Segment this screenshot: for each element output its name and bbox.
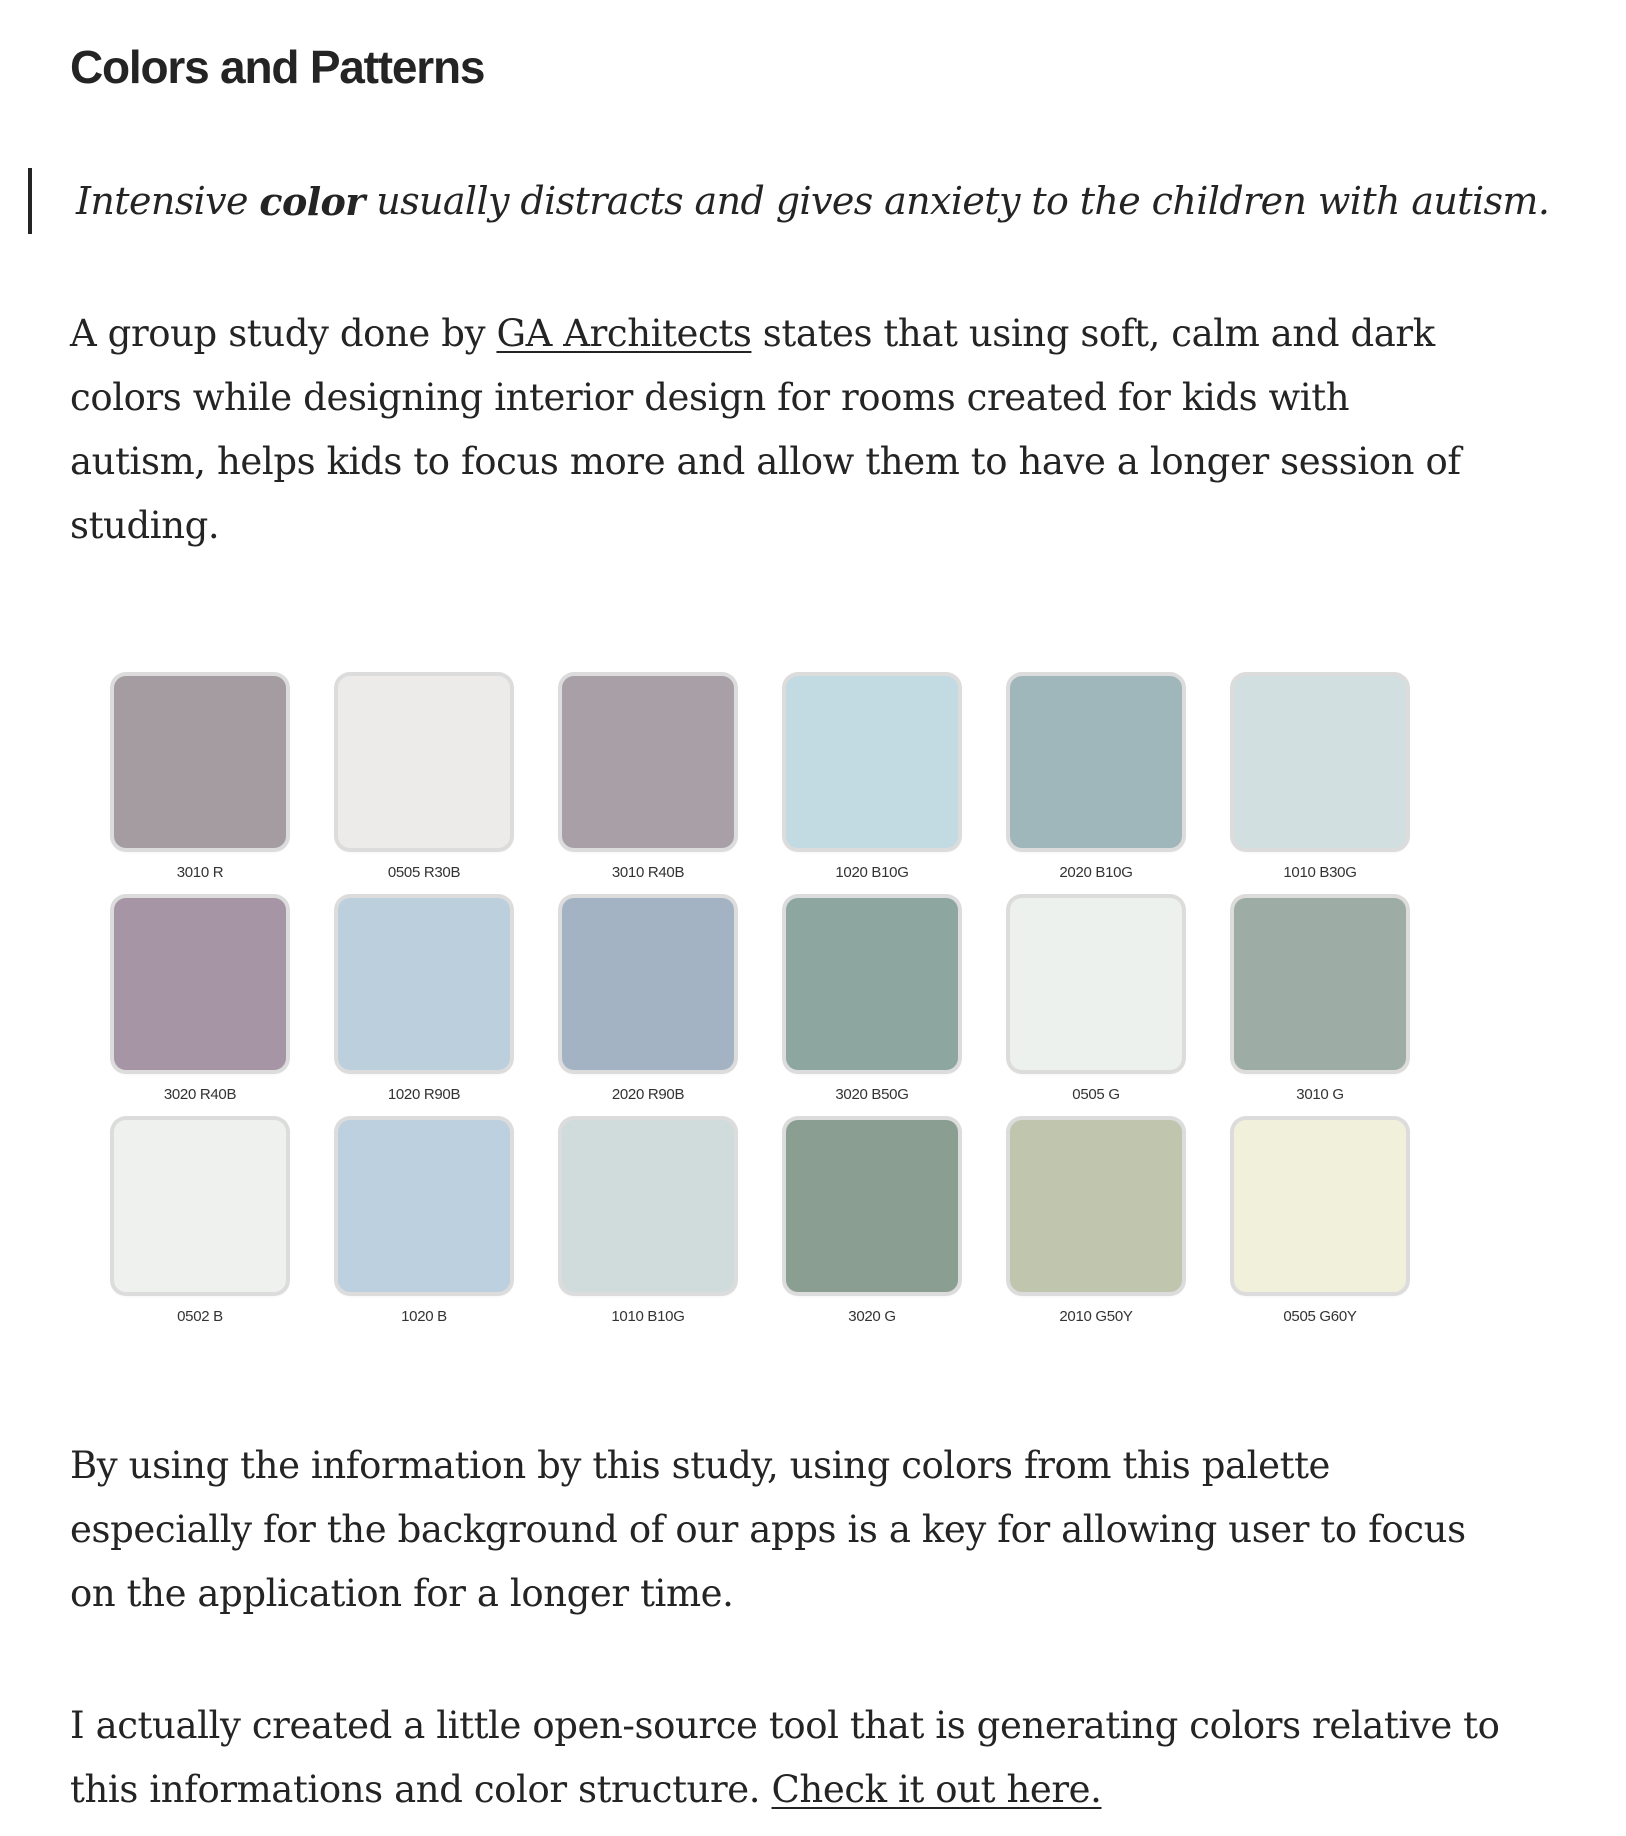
quote-text-before: Intensive bbox=[76, 179, 260, 223]
paragraph-palette-usage bbox=[70, 1434, 1466, 1626]
color-code-label: 3010 R bbox=[176, 864, 224, 881]
paragraph-line: colors while designing interior design for rooms created for kids with bbox=[70, 376, 1350, 419]
color-chip bbox=[1010, 676, 1182, 848]
color-chip bbox=[1234, 676, 1406, 848]
color-chip bbox=[786, 1120, 958, 1292]
quote-text-after: usually distracts and gives anxiety to the children with autism. bbox=[364, 179, 1550, 223]
color-swatch bbox=[1230, 1116, 1410, 1338]
color-code-label: 3020 G bbox=[848, 1308, 896, 1325]
color-palette-figure bbox=[110, 672, 1430, 1338]
color-chip bbox=[1234, 898, 1406, 1070]
color-swatch bbox=[110, 894, 290, 1116]
paragraph-line: especially for the background of our apps is a key for allowing user to focus bbox=[70, 1508, 1466, 1551]
color-code-label: 3020 R40B bbox=[163, 1086, 237, 1103]
pull-quote bbox=[28, 168, 1549, 234]
paragraph-tool bbox=[70, 1694, 1500, 1822]
color-code-label: 3010 G bbox=[1296, 1086, 1344, 1103]
paragraph-line: studing. bbox=[70, 504, 220, 547]
color-swatch bbox=[558, 894, 738, 1116]
color-code-label: 1020 B10G bbox=[835, 864, 909, 881]
section-title: Colors and Patterns bbox=[70, 41, 485, 93]
color-code-label: 0505 G60Y bbox=[1283, 1308, 1357, 1325]
paragraph-line: autism, helps kids to focus more and allow them to have a longer session of bbox=[70, 440, 1461, 483]
color-swatch bbox=[334, 672, 514, 894]
paragraph-study bbox=[70, 302, 1461, 558]
color-swatch bbox=[782, 1116, 962, 1338]
color-swatch bbox=[558, 1116, 738, 1338]
color-code-label: 2010 G50Y bbox=[1059, 1308, 1133, 1325]
paragraph-line: on the application for a longer time. bbox=[70, 1572, 734, 1615]
palette-row bbox=[110, 672, 1410, 894]
color-chip bbox=[114, 676, 286, 848]
color-chip bbox=[1234, 1120, 1406, 1292]
paragraph-line: I actually created a little open-source tool that is generating colors relative to bbox=[70, 1704, 1500, 1747]
text-segment: states that using soft, calm and dark bbox=[751, 312, 1435, 355]
color-swatch bbox=[1006, 672, 1186, 894]
color-chip bbox=[562, 1120, 734, 1292]
color-swatch bbox=[334, 894, 514, 1116]
color-chip bbox=[114, 898, 286, 1070]
color-code-label: 0505 G bbox=[1072, 1086, 1120, 1103]
color-code-label: 1020 B bbox=[401, 1308, 447, 1325]
color-swatch bbox=[782, 672, 962, 894]
color-chip bbox=[114, 1120, 286, 1292]
color-swatch bbox=[110, 1116, 290, 1338]
color-chip bbox=[1010, 1120, 1182, 1292]
color-code-label: 0505 R30B bbox=[387, 864, 461, 881]
color-swatch bbox=[1230, 672, 1410, 894]
text-segment: A group study done by bbox=[70, 312, 497, 355]
text-segment: this informations and color structure. bbox=[70, 1768, 772, 1811]
palette-row bbox=[110, 1116, 1410, 1338]
color-chip bbox=[786, 898, 958, 1070]
color-swatch bbox=[334, 1116, 514, 1338]
paragraph-line bbox=[70, 1758, 1500, 1822]
palette-row bbox=[110, 894, 1410, 1116]
color-code-label: 3020 B50G bbox=[835, 1086, 909, 1103]
color-code-label: 2020 R90B bbox=[611, 1086, 685, 1103]
color-swatch bbox=[558, 672, 738, 894]
color-code-label: 3010 R40B bbox=[611, 864, 685, 881]
color-chip bbox=[786, 676, 958, 848]
ga-architects-link[interactable]: GA Architects bbox=[496, 312, 752, 355]
color-swatch bbox=[110, 672, 290, 894]
paragraph-line bbox=[70, 302, 1461, 366]
color-swatch bbox=[782, 894, 962, 1116]
quote-emphasis: color bbox=[259, 178, 365, 224]
color-swatch bbox=[1230, 894, 1410, 1116]
color-code-label: 1010 B30G bbox=[1283, 864, 1357, 881]
color-chip bbox=[338, 676, 510, 848]
color-code-label: 1010 B10G bbox=[611, 1308, 685, 1325]
check-it-out-link[interactable]: Check it out here. bbox=[771, 1768, 1102, 1811]
color-code-label: 0502 B bbox=[177, 1308, 223, 1325]
paragraph-line: By using the information by this study, using colors from this palette bbox=[70, 1444, 1331, 1487]
color-chip bbox=[1010, 898, 1182, 1070]
color-chip bbox=[338, 898, 510, 1070]
color-swatch bbox=[1006, 1116, 1186, 1338]
color-code-label: 1020 R90B bbox=[387, 1086, 461, 1103]
color-chip bbox=[562, 898, 734, 1070]
color-code-label: 2020 B10G bbox=[1059, 864, 1133, 881]
color-chip bbox=[562, 676, 734, 848]
color-swatch bbox=[1006, 894, 1186, 1116]
color-chip bbox=[338, 1120, 510, 1292]
